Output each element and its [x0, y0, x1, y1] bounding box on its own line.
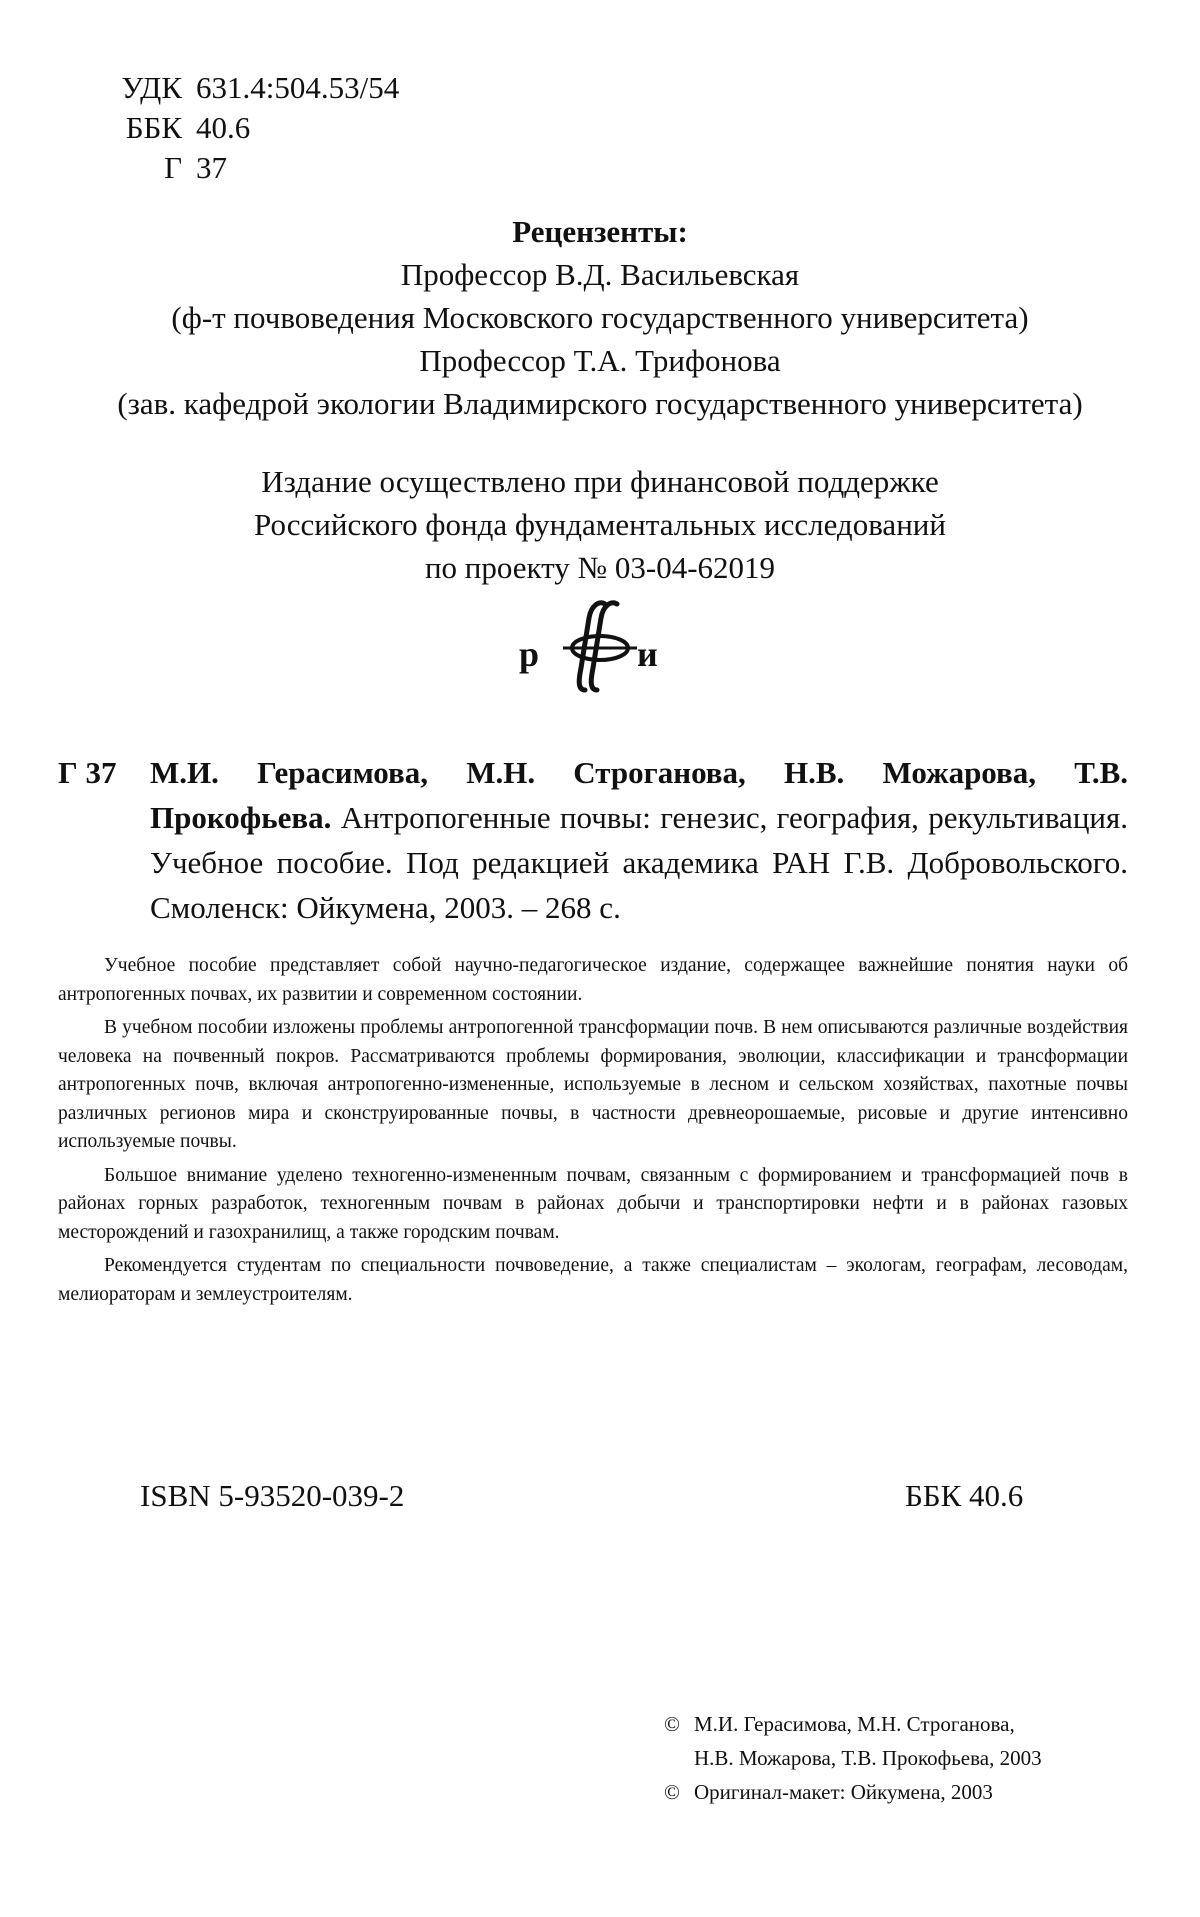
copyright-icon-2: ©: [664, 1775, 694, 1809]
reviewer-1-name: Профессор В.Д. Васильевская: [40, 253, 1160, 296]
reviewer-2-affiliation: (зав. кафедрой экологии Владимирского государственного университета): [40, 382, 1160, 425]
annotation-paragraph-4: Рекомендуется студентам по специальности почвоведение, а также специалистам – экологам, географам, лесоводам, мелиораторам и землеустроителям.: [58, 1252, 1128, 1309]
udk-label: УДК: [94, 68, 182, 108]
copyright-authors-2: Н.В. Можарова, Т.В. Прокофьева, 2003: [694, 1746, 1042, 1770]
bbk-bottom: ББК 40.6: [905, 1478, 1023, 1514]
book-imprint-page: [0, 0, 1200, 1917]
annotation-paragraph-1: Учебное пособие представляет собой научно-педагогическое издание, содержащее важнейшие понятия науки об антропогенных почвах, их развитии и современном состоянии.: [58, 952, 1128, 1009]
reviewer-2-name: Профессор Т.А. Трифонова: [40, 339, 1160, 382]
author-mark-value: 37: [196, 148, 227, 188]
author-mark-label: Г: [94, 148, 182, 188]
bbk-value: 40.6: [196, 108, 250, 148]
funding-block: [40, 460, 1160, 589]
copyright-line-3: [664, 1775, 1042, 1809]
copyright-block: [664, 1707, 1042, 1809]
udk-row: [94, 68, 399, 108]
annotation-paragraph-3: Большое внимание уделено техногенно-измененным почвам, связанным с формированием и трансформацией почв в районах горных разработок, техногенным почвам в районах добычи и транспортировки нефти и в районах газовых месторождений и газохранилищ, а также городским почвам.: [58, 1162, 1128, 1248]
bibliographic-entry: [58, 750, 1128, 930]
isbn-number: ISBN 5-93520-039-2: [140, 1478, 404, 1514]
reviewer-1-affiliation: (ф-т почвоведения Московского государственного университета): [40, 296, 1160, 339]
bbk-row: [94, 108, 399, 148]
annotation-block: [58, 952, 1128, 1314]
reviewers-heading: Рецензенты:: [40, 210, 1160, 253]
bbk-label: ББК: [94, 108, 182, 148]
copyright-authors-1: М.И. Герасимова, М.Н. Строганова,: [694, 1712, 1015, 1736]
biblio-authors: М.И. Герасимова, М.Н. Строганова, Н.В. Можарова, Т.В. Прокофьева.: [150, 755, 1128, 835]
biblio-text: [150, 750, 1128, 930]
funding-line-1: Издание осуществлено при финансовой поддержке: [40, 460, 1160, 503]
logo-left-letter: р: [519, 634, 539, 674]
biblio-code: Г 37: [58, 750, 116, 795]
biblio-description: Антропогенные почвы: генезис, география, рекультивация. Учебное пособие. Под редакцией академика РАН Г.В. Добровольского. Смоленск: Ойкумена, 2003. – 268 с.: [150, 800, 1128, 925]
udk-value: 631.4:504.53/54: [196, 68, 399, 108]
copyright-line-2: [664, 1741, 1042, 1775]
author-mark-row: [94, 148, 399, 188]
copyright-line-1: [664, 1707, 1042, 1741]
funding-line-3: по проекту № 03-04-62019: [40, 546, 1160, 589]
classification-block: [94, 68, 399, 188]
funding-line-2: Российского фонда фундаментальных исследований: [40, 503, 1160, 546]
reviewers-block: [40, 210, 1160, 425]
annotation-paragraph-2: В учебном пособии изложены проблемы антропогенной трансформации почв. В нем описываются различные воздействия человека на почвенный покров. Рассматриваются проблемы формирования, эволюции, классификации и трансформации антропогенных почв, включая антропогенно-измененные, используемые в лесном и сельском хозяйствах, пахотные почвы различных регионов мира и сконструированные почвы, в частности древнеорошаемые, рисовые и другие интенсивно используемые почвы.: [58, 1014, 1128, 1157]
rffi-logo-icon: [505, 598, 695, 698]
copyright-layout: Оригинал-макет: Ойкумена, 2003: [694, 1780, 993, 1804]
copyright-icon: ©: [664, 1707, 694, 1741]
logo-right-letter: и: [637, 634, 658, 674]
